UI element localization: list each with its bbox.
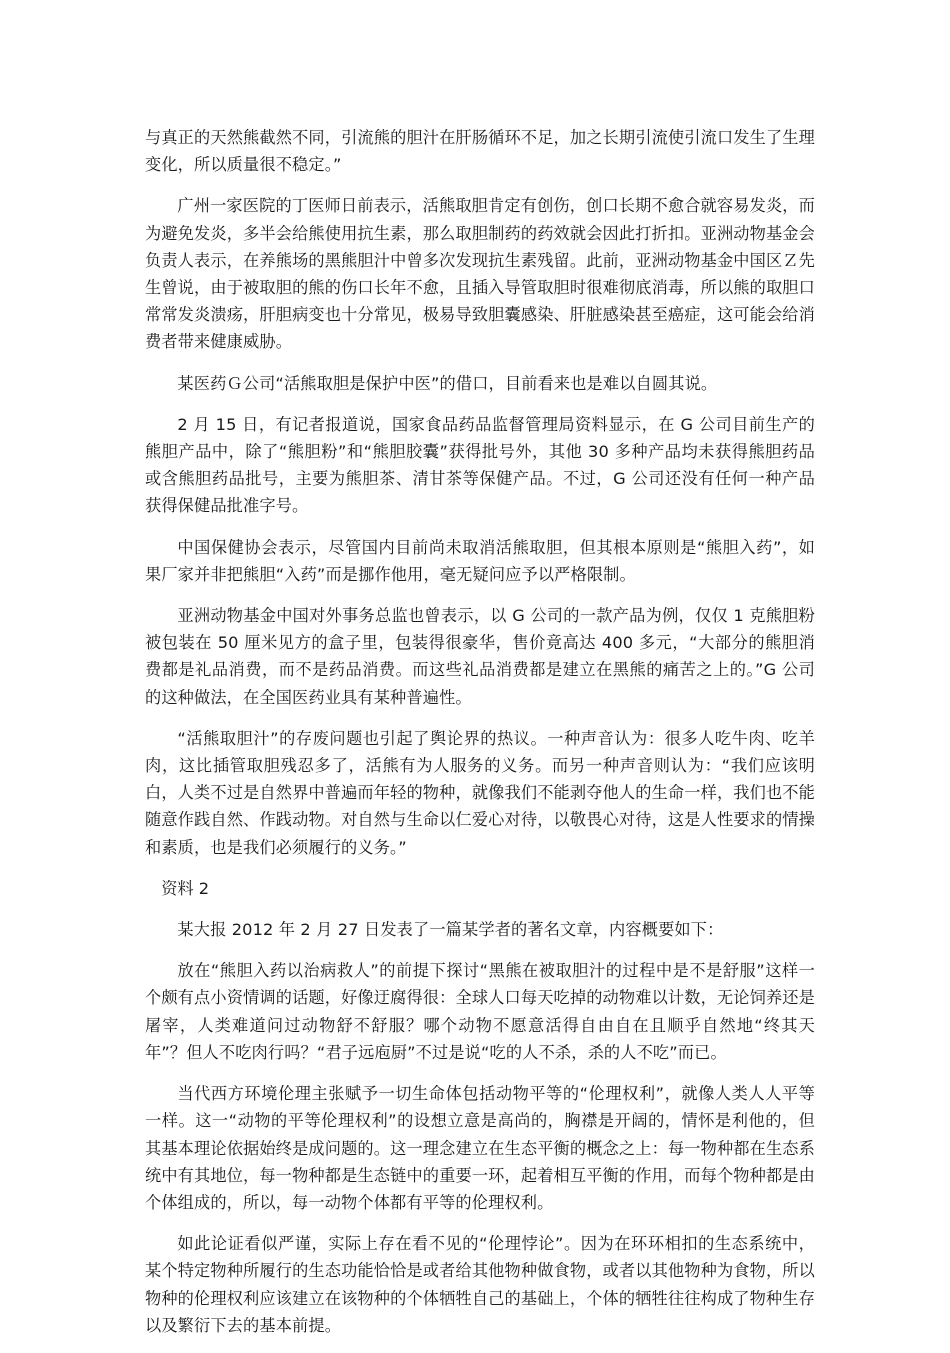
paragraph: 放在“熊胆入药以治病救人”的前提下探讨“黑熊在被取胆汁的过程中是不是舒服”这样一个颇有点小资情调的话题，好像迂腐得很：全球人口每天吃掉的动物难以计数，无论饲养还是屠宰，人类难道问过动物舒不舒服？哪个动物不愿意活得自由自在且顺乎自然地“终其天年”？但人不吃肉行吗？“君子远庖厨”不过是说“吃的人不杀，杀的人不吃”而已。: [145, 961, 815, 1062]
paragraph: 与真正的天然熊截然不同，引流熊的胆汁在肝肠循环不足，加之长期引流使引流口发生了生理变化，所以质量很不稳定。”: [145, 128, 815, 175]
paragraph: 2 月 15 日，有记者报道说，国家食品药品监督管理局资料显示，在 G 公司目前生产的熊胆产品中，除了“熊胆粉”和“熊胆胶囊”获得批号外，其他 30 多种产品均未获得熊胆药品或含熊胆药品批号，主要为熊胆茶、清甘茶等保健产品。不过，G 公司还没有任何一种产品获得保健品批准字号。: [145, 414, 815, 516]
paragraph: 广州一家医院的丁医师日前表示，活熊取胆肯定有创伤，创口长期不愈合就容易发炎，而为避免发炎，多半会给熊使用抗生素，那么取胆制药的药效就会因此打折扣。亚洲动物基金会负责人表示，在养熊场的黑熊胆汁中曾多次发现抗生素残留。此前，亚洲动物基金中国区Ｚ先生曾说，由于被取胆的熊的伤口长年不愈，且插入导管取胆时很难彻底消毒，所以熊的取胆口常常发炎溃疡，肝胆病变也十分常见，极易导致胆囊感染、肝脏感染甚至癌症，这可能会给消费者带来健康威胁。: [145, 196, 815, 352]
paragraph: “活熊取胆汁”的存废问题也引起了舆论界的热议。一种声音认为：很多人吃牛肉、吃羊肉，这比插管取胆残忍多了，活熊有为人服务的义务。而另一种声音则认为：“我们应该明白，人类不过是自然界中普遍而年轻的物种，就像我们不能剥夺他人的生命一样，我们也不能随意作践自然、作践动物。对自然与生命以仁爱心对待，以敬畏心对待，这是人性要求的情操和素质，也是我们必须履行的义务。”: [145, 728, 815, 857]
paragraph: 中国保健协会表示，尽管国内目前尚未取消活熊取胆，但其根本原则是“熊胆入药”，如果厂家并非把熊胆“入药”而是挪作他用，毫无疑问应予以严格限制。: [145, 537, 815, 584]
paragraph: 亚洲动物基金中国对外事务总监也曾表示，以 G 公司的一款产品为例，仅仅 1 克熊胆粉被包装在 50 厘米见方的盒子里，包装得很豪华，售价竟高达 400 多元，“大部分的熊胆消费都是礼品消费，而不是药品消费。而这些礼品消费都是建立在黑熊的痛苦之上的。”G 公司的这种做法，在全国医药业具有某种普遍性。: [145, 606, 815, 707]
paragraph: 某医药Ｇ公司“活熊取胆是保护中医”的借口，目前看来也是难以自圆其说。: [177, 373, 718, 393]
document-page: [145, 124, 815, 1353]
paragraph: 如此论证看似严谨，实际上存在看不见的“伦理悖论”。因为在环环相扣的生态系统中，某个特定物种所履行的生态功能恰恰是或者给其他物种做食物，或者以其他物种为食物，所以物种的伦理权利应该建立在该物种的个体牺牲自己的基础上，个体的牺牲往往构成了物种生存以及繁衍下去的基本前提。: [145, 1234, 815, 1335]
paragraph: 当代西方环境伦理主张赋予一切生命体包括动物平等的“伦理权利”，就像人类人人平等一样。这一“动物的平等伦理权利”的设想立意是高尚的，胸襟是开阔的，情怀是利他的，但其基本理论依据始终是成问题的。这一理念建立在生态平衡的概念之上：每一物种都在生态系统中有其地位，每一物种都是生态链中的重要一环，起着相互平衡的作用，而每个物种都是由个体组成的，所以，每一动物个体都有平等的伦理权利。: [145, 1084, 815, 1212]
paragraph: 某大报 2012 年 2 月 27 日发表了一篇某学者的著名文章，内容概要如下：: [177, 920, 724, 940]
section-heading: 资料 2: [161, 878, 210, 898]
